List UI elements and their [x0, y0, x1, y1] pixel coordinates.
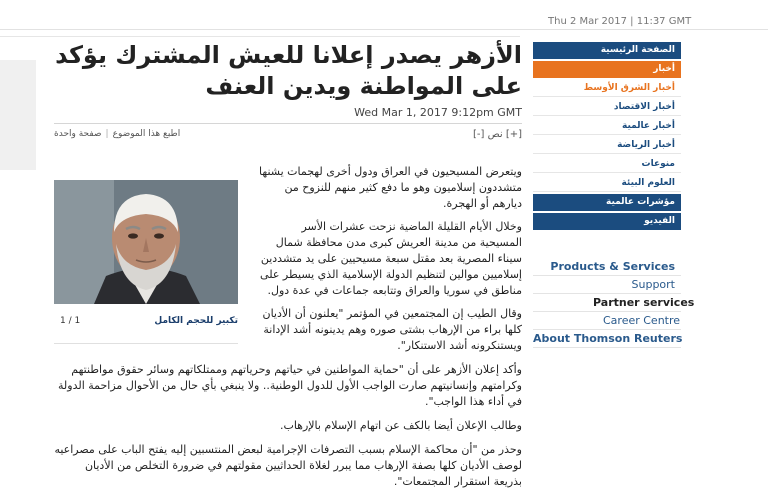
career-centre-link[interactable]: Career Centre [533, 312, 681, 330]
article-dateline: Wed Mar 1, 2017 9:12pm GMT [354, 106, 522, 119]
divider [54, 123, 522, 124]
divider [0, 36, 520, 37]
article-headline: الأزهر يصدر إعلانا للعيش المشترك يؤكد على المواطنة ويدين العنف [55, 41, 522, 100]
corporate-links [533, 258, 695, 348]
article-paragraph: ويتعرض المسيحيون في العراق ودول أخرى لهجمات يشنها متشددون إسلاميون وهو ما دفع كثير منهم للنزوح من ديارهم أو الهجرة. [259, 165, 522, 210]
article-figure [54, 180, 238, 344]
article [44, 40, 522, 500]
nav-news[interactable]: أخبار [533, 61, 681, 78]
enlarge-image-link[interactable]: تكبير للحجم الكامل [154, 316, 238, 326]
left-panel-edge [0, 60, 36, 170]
top-bar [0, 0, 768, 30]
single-page-link[interactable]: صفحة واحدة [54, 129, 102, 139]
nav-video[interactable]: الفيديو [533, 213, 681, 230]
nav-middle-east-news[interactable]: أخبار الشرق الأوسط [533, 80, 681, 97]
portrait-image [54, 180, 238, 304]
image-caption-row [54, 314, 238, 344]
about-thomson-reuters-link[interactable]: About Thomson Reuters [533, 330, 681, 348]
article-paragraph: وحذر من "أن محاكمة الإسلام بسبب التصرفات الإجرامية لبعض المنتسبين إليه يفتح الباب على مصراعيه لوصف الأديان كلها بصفة الإرهاب مما يبرر لغلاة الحداثيين مقولتهم في ضرورة التخلص من الأديان بذريعة استقرار المجتمعات". [54, 443, 522, 488]
nav-home[interactable]: الصفحة الرئيسية [533, 42, 681, 59]
article-photo[interactable] [54, 180, 238, 304]
partner-services-heading: Partner services [533, 294, 681, 312]
print-link[interactable]: اطبع هذا الموضوع [112, 129, 181, 139]
article-paragraph: وطالب الإعلان أيضا بالكف عن اتهام الإسلام بالإرهاب. [279, 419, 522, 432]
article-tools [54, 129, 522, 145]
nav-variety[interactable]: منوعات [533, 156, 681, 173]
article-paragraph: وقال الطيب إن المجتمعين في المؤتمر "يعلنون أن الأديان كلها براء من الإرهاب بشتى صوره وهم يدينونه أشد الإدانة ويستنكرونه أشد الاستنكار". [262, 307, 522, 352]
share-links: اطبع هذا الموضوع|صفحة واحدة [54, 129, 181, 139]
header-datetime: Thu 2 Mar 2017 | 11:37 GMT [548, 16, 692, 27]
font-size-control[interactable]: [+] نص [-] [473, 129, 522, 140]
support-link[interactable]: Support [533, 276, 681, 294]
nav-economy-news[interactable]: أخبار الاقتصاد [533, 99, 681, 116]
nav-science-environment[interactable]: العلوم البيئة [533, 175, 681, 192]
sidebar-nav [533, 42, 681, 232]
nav-global-indices[interactable]: مؤشرات عالمية [533, 194, 681, 211]
article-paragraph: وأكد إعلان الأزهر على أن "حماية المواطنين في حياتهم وحرياتهم وممتلكاتهم وسائر حقوق مواطنتهم وكرامتهم وإنسانيتهم صارت الواجب الأول للدول الوطنية.. ولا ينبغي بأي حال من الأحوال مزاحمة الدولة في أداء هذا الواجب". [58, 363, 522, 408]
nav-world-news[interactable]: أخبار عالمية [533, 118, 681, 135]
nav-sports-news[interactable]: أخبار الرياضة [533, 137, 681, 154]
image-counter: 1 / 1 [60, 316, 81, 326]
article-paragraph: وخلال الأيام القليلة الماضية نزحت عشرات الأسر المسيحية من مدينة العريش كبرى مدن محافظة شمال سيناء المصرية بعد مقتل سبعة مسيحيين على يد متشددين إسلاميين موالين لتنظيم الدولة الإسلامية الذي يسيطر على مناطق في سوريا والعراق وتتابعه جماعات في عدة دول. [260, 220, 522, 297]
products-services-link[interactable]: Products & Services [533, 258, 681, 276]
